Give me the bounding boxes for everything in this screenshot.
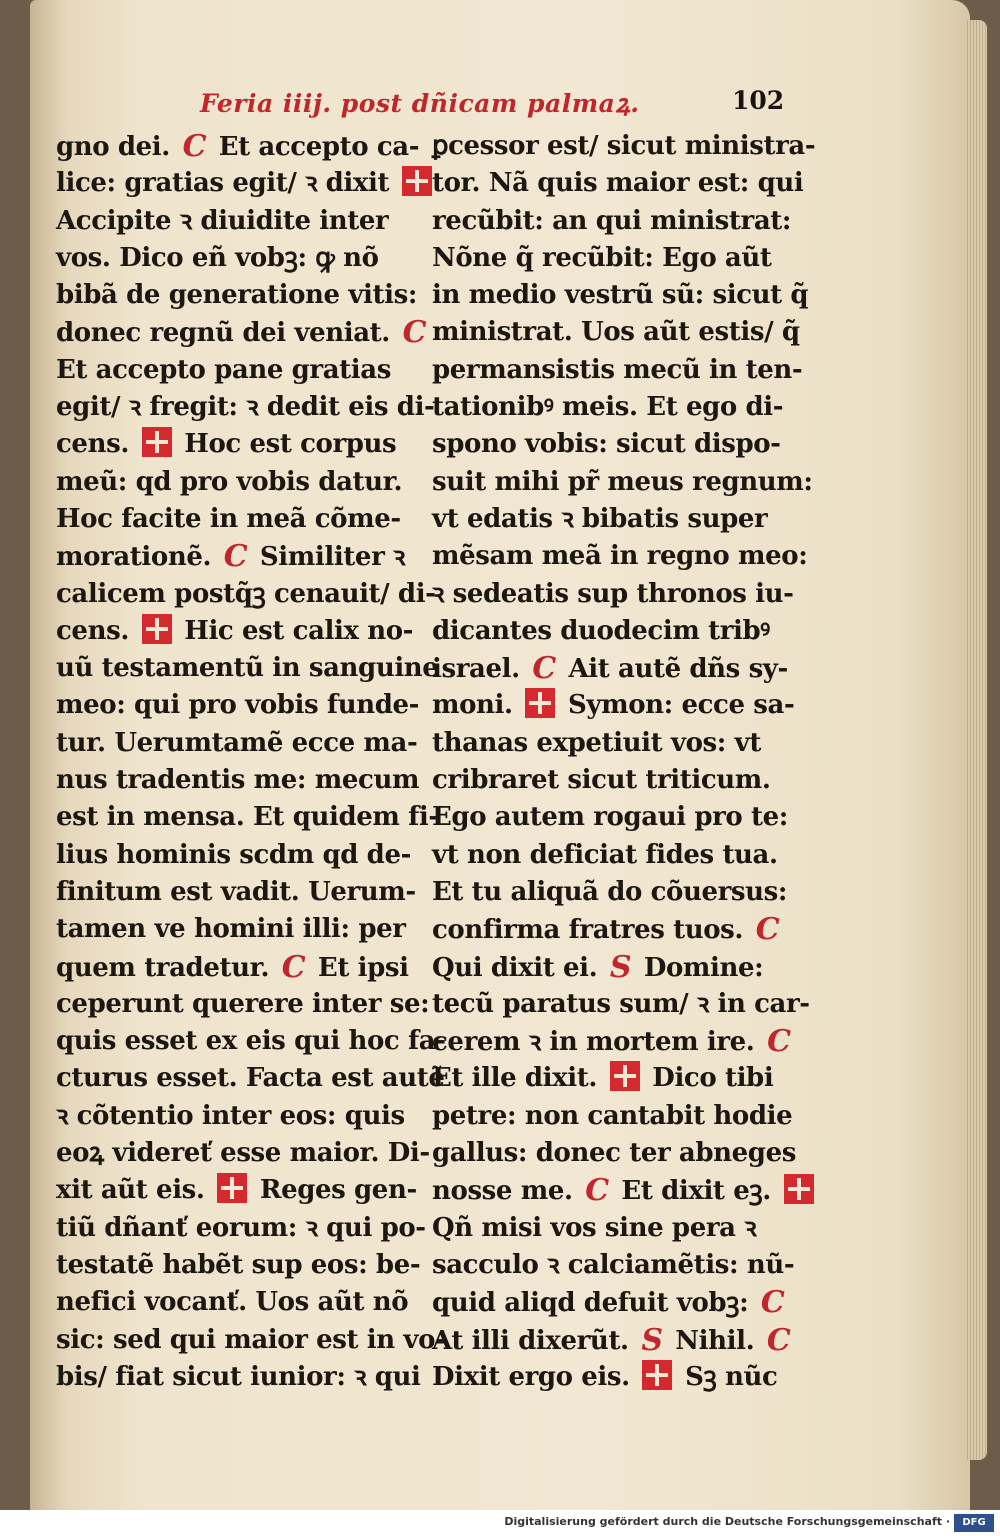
text-line [56,1098,406,1135]
text-segment: gno dei. [56,132,179,162]
text-segment: vt edatis ꝛ bibatis super [432,503,768,534]
text-line [432,1322,792,1359]
text-line [432,389,792,426]
text-segment: calicem postq̃ꝫ cenauit/ di- [56,578,436,609]
text-segment: Hoc facite in meã cõme- [56,503,401,534]
right-text-column [432,128,816,1396]
text-segment: Reges gen- [251,1175,417,1206]
text-segment: tor. Nã quis maior est: qui [432,168,804,199]
text-segment: Et ipsi [309,952,409,983]
text-line [56,725,418,762]
text-line [432,1172,792,1209]
text-segment: egit/ ꝛ fregit: ꝛ dedit eis di- [56,392,435,423]
text-segment: quid aliqd defuit vobꝫ: [432,1288,757,1319]
text-line [432,203,792,240]
text-line [432,426,792,463]
text-line [432,1359,792,1396]
text-segment: morationẽ. [56,542,220,573]
text-line [56,1210,426,1247]
text-segment: ꝛ cõtentio inter eos: quis [56,1100,405,1131]
text-segment: ceperunt querere inter se: [56,988,430,1019]
page-edges [965,20,987,1460]
text-segment: thanas expetiuit vos: vt [432,727,761,758]
text-segment: tecũ paratus sum/ ꝛ in car- [432,988,810,1019]
text-segment: Qui dixit ei. [432,952,606,983]
text-segment: permansistis mecũ in ten- [432,354,803,385]
text-segment: suit mihi pr̃ meus regnum: [432,466,813,497]
text-segment: ministrat. Uos aũt estis/ q̃ [432,317,800,348]
rubric-mark: C [402,315,427,351]
rubric-mark: C [182,129,207,164]
text-line [56,314,427,351]
text-line [56,128,420,165]
text-line [56,1247,421,1284]
text-segment: Et ille dixit. [432,1063,606,1094]
text-segment: tiũ dñanť eorum: ꝛ qui po- [56,1212,426,1243]
text-line [432,538,808,575]
text-line [432,1284,792,1321]
text-segment: in medio vestrũ sũ: sicut q̃ [432,280,809,311]
text-segment: mẽsam meã in regno meo: [432,541,808,572]
text-segment: Symon: ecce sa- [559,690,795,721]
text-segment: Accipite ꝛ diuidite inter [56,205,389,236]
footer-bar [0,1510,1000,1536]
rubric-mark: C [585,1173,609,1209]
text-line [56,650,439,687]
red-cross-icon [142,427,172,457]
text-segment: Nõne q̃ recũbit: Ego aũt [432,242,772,273]
text-segment: spono vobis: sicut dispo- [432,429,781,460]
text-line [56,613,414,650]
text-segment: Et accepto pane gratias [56,354,391,385]
text-line [432,128,816,165]
text-segment: quem tradetur. [56,952,278,983]
text-segment: bis/ fiat sicut iunior: ꝛ qui [56,1361,421,1392]
text-segment: cerem ꝛ in mortem ire. [432,1027,764,1058]
text-line [432,799,792,836]
text-line [56,464,406,501]
text-segment: meo: qui pro vobis funde- [56,690,420,721]
text-line [56,762,420,799]
text-segment: Dico tibi [643,1063,774,1094]
text-segment: Dixit ergo eis. [432,1361,639,1392]
text-line [56,426,406,463]
running-title: Feria iiij. post dñicam palmaꝝ. [200,89,640,118]
left-text-column [56,128,446,1396]
text-segment: vt non deficiat fides tua. [432,839,778,870]
text-segment: vos. Dico eñ vobꝫ: ꝙ nõ [56,242,379,273]
text-line [56,799,439,836]
text-segment: Domine: [635,952,764,983]
text-line [432,687,795,724]
text-line [432,949,792,986]
rubric-mark: C [532,651,556,687]
text-segment: sacculo ꝛ calciamẽtis: nũ- [432,1249,795,1280]
rubric-mark: C [766,1322,791,1358]
red-cross-icon [142,614,172,644]
text-segment: tationibꝰ meis. Et ego di- [432,392,784,423]
text-segment: Sꝫ nũc [676,1361,778,1392]
text-line [432,1247,795,1284]
text-line [432,1098,792,1135]
text-line [56,389,435,426]
text-line [56,1322,446,1359]
text-segment: xit aũt eis. [56,1175,214,1206]
text-line [432,277,809,314]
rubric-mark: C [767,1024,791,1060]
text-line [56,240,406,277]
text-segment: tur. Uerumtamẽ ecce ma- [56,727,418,758]
text-line [432,352,803,389]
text-segment: meũ: qd pro vobis datur. [56,466,403,497]
text-segment: Ego autem rogaui pro te: [432,802,788,833]
rubric-mark: S [641,1322,663,1358]
text-segment: cens. [56,615,138,646]
text-line [56,538,406,575]
text-line [432,837,792,874]
text-segment: Et tu aliquã do cõuersus: [432,876,788,907]
red-cross-icon [525,688,555,718]
rubric-mark: S [609,949,632,985]
text-line [56,837,411,874]
text-segment: cribraret sicut triticum. [432,765,771,796]
text-segment: testatẽ habẽt sup eos: be- [56,1249,421,1280]
running-header [200,86,800,126]
text-segment: Similiter ꝛ [251,542,405,573]
text-line [432,911,792,948]
text-line [56,911,406,948]
red-cross-icon [402,166,432,196]
text-line [56,687,420,724]
text-line [432,1135,796,1172]
text-segment: petre: non cantabit hodie [432,1100,793,1131]
text-segment: lice: gratias egit/ ꝛ dixit [56,168,398,199]
text-segment: donec regnũ dei veniat. [56,318,399,349]
text-segment: uũ testamentũ in sanguine [56,653,439,684]
text-line [56,986,430,1023]
rubric-mark: C [760,1285,785,1321]
text-segment: cturus esset. Facta est autẽ [56,1063,445,1094]
text-line [56,1023,446,1060]
page-number: 102 [732,86,785,115]
rubric-mark: C [223,539,248,575]
text-segment: At illi dixerũt. [432,1325,638,1356]
red-cross-icon [610,1061,640,1091]
text-line [432,1210,792,1247]
text-line [56,203,406,240]
text-segment: bibã de generatione vitis: [56,280,418,311]
text-segment: Ait autẽ dñs sy- [559,654,788,685]
red-cross-icon [784,1174,814,1204]
text-segment: moni. [432,690,522,721]
text-segment: Et dixit eꝫ. [612,1176,780,1207]
text-segment: confirma fratres tuos. [432,915,752,946]
text-line [432,725,792,762]
text-segment: finitum est vadit. Uerum- [56,876,416,907]
text-segment: ꝑcessor est/ sicut ministra- [432,131,816,161]
text-line [432,1023,792,1060]
text-segment: tamen ve homini illi: per [56,914,406,945]
text-segment: ꝛ sedeatis sup thronos iu- [432,578,794,609]
text-line [432,613,792,650]
text-line [432,165,804,202]
text-segment: Hic est calix no- [175,615,414,646]
text-line [432,576,792,613]
text-segment: cens. [56,429,138,460]
text-segment: sic: sed qui maior est in vo- [56,1324,446,1355]
text-line [56,165,406,202]
text-segment: eoꝝ videreť esse maior. Di- [56,1138,430,1169]
text-line [56,1359,421,1396]
text-segment: nus tradentis me: mecum [56,765,420,796]
text-line [56,949,409,986]
text-segment: israel. [432,654,529,685]
text-line [56,1135,430,1172]
red-cross-icon [217,1173,247,1203]
text-line [56,501,406,538]
rubric-mark: C [755,912,780,948]
footer-credit: Digitalisierung gefördert durch die Deutsche Forschungsgemeinschaft · [504,1515,950,1528]
text-segment: Qñ misi vos sine pera ꝛ [432,1212,757,1243]
text-line [432,762,792,799]
text-segment: gallus: donec ter abneges [432,1138,796,1169]
text-line [56,1060,445,1097]
text-segment: Et accepto ca- [210,132,420,162]
text-line [56,1284,409,1321]
text-line [56,1172,417,1209]
text-line [56,874,416,911]
text-segment: Hoc est corpus [175,429,397,460]
text-segment: est in mensa. Et quidem fi- [56,802,439,833]
text-segment: quis esset ex eis qui hoc fa- [56,1026,446,1057]
text-line [56,576,436,613]
text-segment: lius hominis scdm qd de- [56,839,411,870]
text-segment: recũbit: an qui ministrat: [432,205,792,236]
dfg-logo: DFG [954,1514,994,1532]
text-line [56,277,418,314]
text-line [432,1060,792,1097]
text-line [432,650,792,687]
text-line [432,874,792,911]
text-line [56,352,406,389]
text-segment: Nihil. [666,1325,763,1356]
text-segment: dicantes duodecim tribꝰ [432,615,770,646]
rubric-mark: C [281,949,306,985]
text-segment: nosse me. [432,1176,582,1207]
text-line [432,501,792,538]
text-line [432,986,810,1023]
red-cross-icon [642,1360,672,1390]
text-line [432,314,800,351]
text-segment: nefici vocanť. Uos aũt nõ [56,1287,409,1318]
text-line [432,240,792,277]
text-line [432,464,813,501]
